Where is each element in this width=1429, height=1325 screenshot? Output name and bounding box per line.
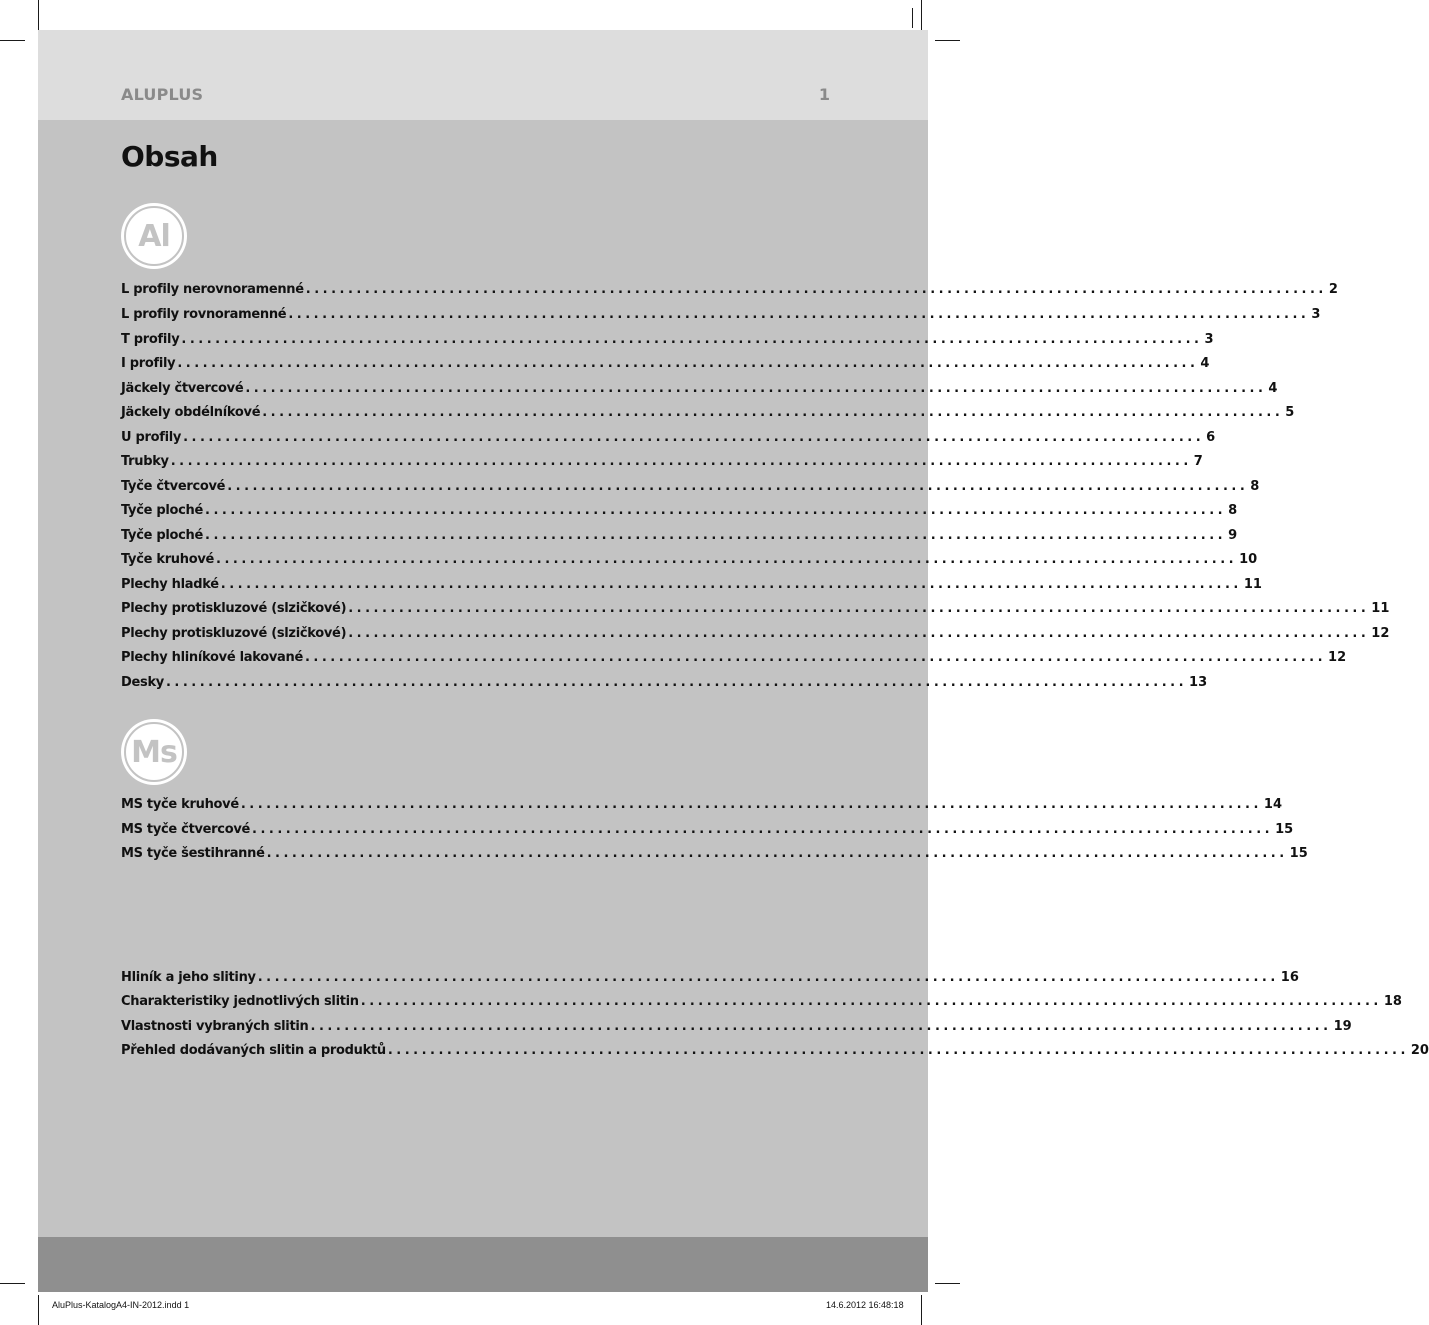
toc-entry-page: 8 (1228, 503, 1238, 518)
toc-entry[interactable] (121, 405, 1295, 425)
slug-timestamp: 14.6.2012 16:48:18 (826, 1300, 904, 1310)
toc-entry[interactable] (121, 430, 1216, 450)
toc-entry-label: Charakteristiky jednotlivých slitin (121, 994, 359, 1009)
toc-entry-page: 18 (1383, 994, 1402, 1009)
toc-entry-page: 9 (1228, 528, 1238, 543)
crop-mark (0, 1283, 25, 1284)
crop-mark (935, 1283, 960, 1284)
toc-entry-label: MS tyče čtvercové (121, 822, 251, 837)
dot-leader: ......................................................................................................................... (205, 503, 1227, 518)
dot-leader: ......................................................................................................................... (360, 994, 1382, 1009)
brass-badge-icon (121, 719, 187, 785)
dot-leader: ......................................................................................................................... (262, 405, 1284, 420)
toc-entry-label: Tyče kruhové (121, 552, 215, 567)
toc-entry-label: Plechy protiskluzové (slzičkové) (121, 601, 347, 616)
toc-entry[interactable] (121, 994, 1402, 1014)
slug-filename: AluPlus-KatalogA4-IN-2012.indd 1 (52, 1300, 190, 1310)
toc-entry-page: 13 (1189, 675, 1208, 690)
toc-entry[interactable] (121, 1043, 1429, 1063)
badge-label: Ms (131, 734, 177, 770)
crop-mark (38, 1295, 39, 1325)
toc-entry-page: 7 (1193, 454, 1203, 469)
page-number: 1 (818, 85, 830, 104)
toc-entry-label: I profily (121, 356, 176, 371)
crop-mark (921, 0, 922, 30)
dot-leader: ......................................................................................................................... (183, 430, 1205, 445)
dot-leader: ......................................................................................................................... (348, 626, 1370, 641)
dot-leader: ......................................................................................................................... (257, 970, 1279, 985)
toc-entry-page: 4 (1268, 381, 1278, 396)
dot-leader: ......................................................................................................................... (348, 601, 1370, 616)
toc-entry-label: Plechy hladké (121, 577, 219, 592)
crop-mark (38, 0, 39, 30)
toc-entry-page: 12 (1328, 650, 1347, 665)
dot-leader: ......................................................................................................................... (387, 1043, 1409, 1058)
dot-leader: ......................................................................................................................... (165, 675, 1188, 690)
toc-entry-label: MS tyče šestihranné (121, 846, 265, 861)
toc-entry-label: Přehled dodávaných slitin a produktů (121, 1043, 386, 1058)
toc-entry-label: Plechy protiskluzové (slzičkové) (121, 626, 347, 641)
toc-entry-label: L profily rovnoramenné (121, 307, 287, 322)
crop-mark (0, 40, 25, 41)
toc-entry-label: Tyče čtvercové (121, 479, 226, 494)
toc-entry-label: Vlastnosti vybraných slitin (121, 1019, 309, 1034)
toc-entry[interactable] (121, 846, 1308, 866)
dot-leader: ......................................................................................................................... (266, 846, 1288, 861)
toc-entry-page: 12 (1371, 626, 1390, 641)
toc-entry-page: 4 (1200, 356, 1210, 371)
catalog-page (38, 30, 1429, 1292)
footer-band (38, 1237, 928, 1292)
toc-entry[interactable] (121, 675, 1208, 695)
crop-mark (912, 8, 913, 28)
toc-entry-label: U profily (121, 430, 182, 445)
toc-entry[interactable] (121, 552, 1258, 572)
toc-entry-page: 16 (1280, 970, 1299, 985)
dot-leader: ......................................................................................................................... (205, 528, 1227, 543)
toc-entry[interactable] (121, 601, 1390, 621)
toc-entry[interactable] (121, 970, 1299, 990)
toc-entry-label: Jäckely obdélníkové (121, 405, 261, 420)
crop-mark (935, 40, 960, 41)
dot-leader: ......................................................................................................................... (227, 479, 1249, 494)
dot-leader: ......................................................................................................................... (181, 332, 1203, 347)
toc-entry-label: Tyče ploché (121, 528, 204, 543)
toc-entry[interactable] (121, 577, 1262, 597)
crop-mark (921, 1295, 922, 1325)
toc-entry-label: L profily nerovnoramenné (121, 282, 304, 297)
toc-entry-label: Hliník a jeho slitiny (121, 970, 256, 985)
toc-entry-label: MS tyče kruhové (121, 797, 239, 812)
toc-entry[interactable] (121, 503, 1238, 523)
toc-entry[interactable] (121, 1019, 1352, 1039)
toc-entry[interactable] (121, 454, 1203, 474)
toc-entry[interactable] (121, 822, 1294, 842)
toc-entry[interactable] (121, 332, 1214, 352)
aluminium-badge-icon (121, 203, 187, 269)
toc-entry[interactable] (121, 307, 1321, 327)
toc-entry-label: Trubky (121, 454, 169, 469)
toc-entry-label: Tyče ploché (121, 503, 204, 518)
dot-leader: ......................................................................................................................... (240, 797, 1262, 812)
header-band (38, 30, 928, 120)
toc-entry[interactable] (121, 356, 1210, 376)
toc-entry-page: 15 (1275, 822, 1294, 837)
toc-entry-page: 10 (1239, 552, 1258, 567)
dot-leader: ......................................................................................................................... (220, 577, 1242, 592)
brand-name: ALUPLUS (121, 85, 204, 104)
toc-entry[interactable] (121, 528, 1238, 548)
toc-entry-page: 5 (1285, 405, 1295, 420)
toc-entry-label: Plechy hliníkové lakované (121, 650, 303, 665)
toc-entry[interactable] (121, 381, 1278, 401)
toc-entry-page: 15 (1289, 846, 1308, 861)
toc-entry-label: Desky (121, 675, 164, 690)
toc-entry-page: 8 (1250, 479, 1260, 494)
toc-entry-label: Jäckely čtvercové (121, 381, 244, 396)
toc-entry[interactable] (121, 650, 1347, 670)
badge-label: Al (138, 218, 170, 254)
toc-entry-page: 3 (1204, 332, 1214, 347)
toc-entry-label: T profily (121, 332, 180, 347)
dot-leader: ......................................................................................................................... (216, 552, 1238, 567)
toc-entry[interactable] (121, 797, 1283, 817)
toc-entry-page: 6 (1206, 430, 1216, 445)
toc-entry[interactable] (121, 479, 1260, 499)
dot-leader: ......................................................................................................................... (305, 282, 1327, 297)
toc-entry[interactable] (121, 282, 1338, 302)
toc-entry-page: 19 (1333, 1019, 1352, 1034)
toc-entry[interactable] (121, 626, 1390, 646)
dot-leader: ......................................................................................................................... (170, 454, 1192, 469)
dot-leader: ......................................................................................................................... (304, 650, 1327, 665)
toc-entry-page: 2 (1328, 282, 1338, 297)
dot-leader: ......................................................................................................................... (177, 356, 1199, 371)
toc-entry-page: 11 (1371, 601, 1390, 616)
dot-leader: ......................................................................................................................... (310, 1019, 1332, 1034)
dot-leader: ......................................................................................................................... (252, 822, 1274, 837)
dot-leader: ......................................................................................................................... (245, 381, 1267, 396)
toc-entry-page: 20 (1410, 1043, 1429, 1058)
toc-entry-page: 3 (1311, 307, 1321, 322)
dot-leader: ......................................................................................................................... (288, 307, 1310, 322)
toc-entry-page: 11 (1243, 577, 1262, 592)
toc-entry-page: 14 (1263, 797, 1283, 812)
page-title: Obsah (121, 140, 218, 173)
